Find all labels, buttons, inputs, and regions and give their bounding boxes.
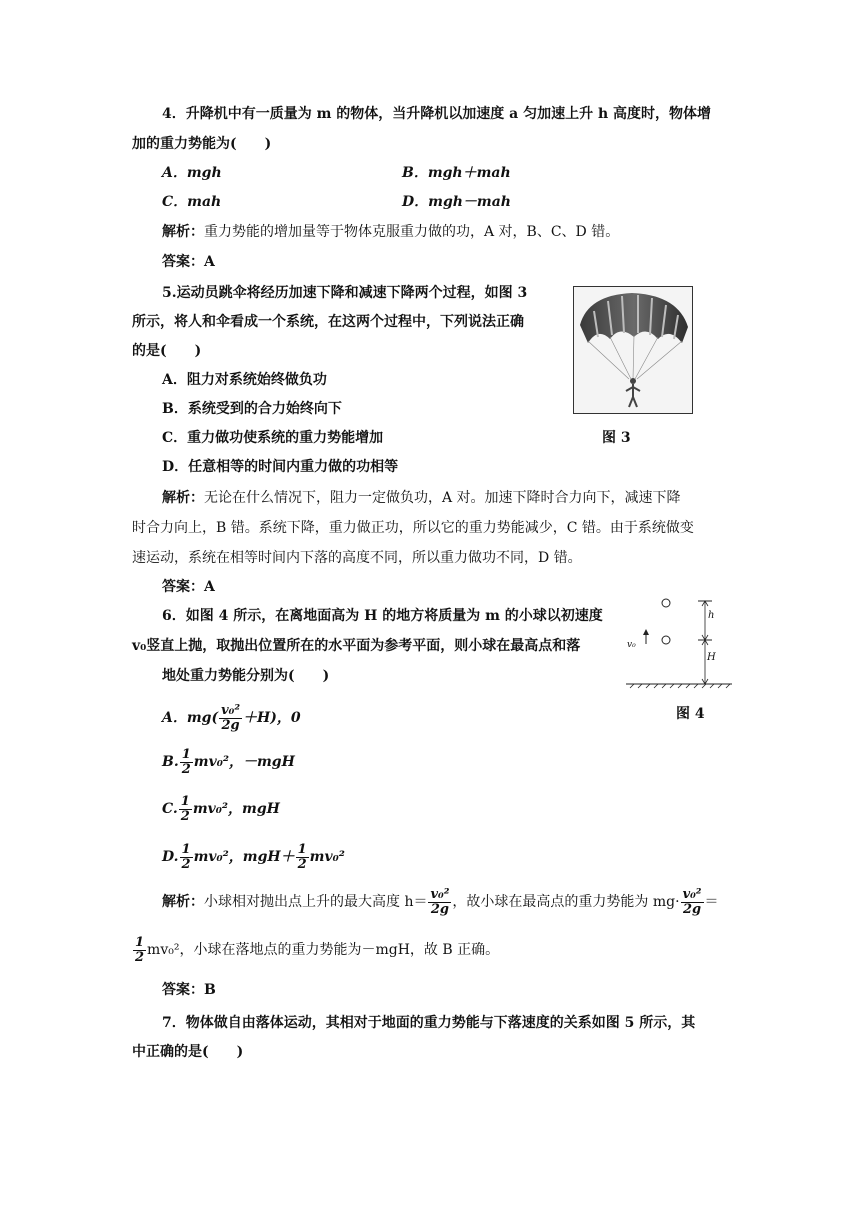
q6-analysis-text-c: ＝	[704, 894, 719, 910]
fraction-one-half	[180, 748, 193, 777]
fraction-v0sq-over-2g	[681, 888, 704, 917]
q4-stem-line2: 加的重力势能为( )	[132, 136, 272, 152]
fraction-numerator: 1	[181, 841, 191, 857]
q6-option-b-prefix: B.	[162, 754, 179, 770]
q4-stem-line1: 4．升降机中有一质量为 m 的物体，当升降机以加速度 a 匀加速上升 h 高度时，物体增	[162, 106, 712, 122]
fig4-label-v0: v₀	[627, 640, 636, 650]
fig4-caption: 图 4	[676, 706, 705, 722]
fraction-denominator: 2g	[221, 717, 240, 733]
q6-option-c	[162, 791, 280, 827]
fraction-numerator: v₀²	[682, 886, 702, 902]
q5-option-a: A．阻力对系统始终做负功	[162, 372, 327, 388]
fraction-one-half	[180, 843, 193, 872]
fraction-denominator: 2	[180, 808, 190, 824]
q6-option-d-text-1: mv₀²，mgH＋	[193, 849, 295, 865]
fraction-numerator: 1	[181, 746, 191, 762]
q6-analysis-line1	[162, 884, 719, 920]
fraction-v0sq-over-2g	[428, 888, 451, 917]
fraction-one-half	[296, 843, 309, 872]
q7-stem-line2: 中正确的是( )	[132, 1044, 244, 1060]
fraction-one-half	[133, 936, 146, 965]
fraction-numerator: 1	[180, 793, 190, 809]
fig4-label-H: H	[707, 652, 716, 663]
q4-option-b: B．mgh＋mah	[402, 165, 511, 181]
q6-option-b	[162, 744, 295, 780]
fraction-denominator: 2g	[430, 901, 450, 917]
fraction-numerator: v₀²	[221, 702, 241, 718]
q4-option-a: A．mgh	[162, 165, 222, 181]
fraction-numerator: 1	[135, 934, 145, 950]
analysis-label: 解析：	[162, 490, 204, 506]
fig4-label-h: h	[708, 610, 715, 621]
analysis-label: 解析：	[162, 224, 204, 240]
q5-option-d: D．任意相等的时间内重力做的功相等	[162, 459, 399, 475]
q6-option-a	[162, 700, 301, 736]
q5-analysis-text-1: 无论在什么情况下，阻力一定做负功，A 对。加速下降时合力向下，减速下降	[204, 490, 681, 506]
ball-launch-icon	[662, 636, 670, 644]
fraction-denominator: 2	[297, 856, 307, 872]
q6-option-b-text: mv₀²，－mgH	[193, 754, 295, 770]
q6-option-a-suffix: ＋H)，0	[243, 710, 301, 726]
fraction-v0sq-over-2g	[219, 704, 242, 733]
q7-stem-line1: 7．物体做自由落体运动，其相对于地面的重力势能与下落速度的关系如图 5 所示，其	[162, 1015, 696, 1031]
q6-option-a-prefix: A．mg(	[162, 710, 219, 726]
q6-option-c-text: mv₀²，mgH	[192, 801, 280, 817]
q6-analysis-text-d: mv₀²，小球在落地点的重力势能为－mgH，故 B 正确。	[147, 942, 500, 958]
q6-option-d-text-2: mv₀²	[309, 849, 345, 865]
q5-option-c: C．重力做功使系统的重力势能增加	[162, 430, 384, 446]
q4-option-d: D．mgh－mah	[402, 194, 511, 210]
q6-option-c-prefix: C.	[162, 801, 178, 817]
fraction-denominator: 2g	[682, 901, 702, 917]
q5-analysis-line2: 时合力向上，B 错。系统下降，重力做正功，所以它的重力势能减少，C 错。由于系统做变	[132, 520, 694, 536]
q4-analysis	[162, 222, 619, 242]
q6-option-d	[162, 839, 345, 875]
fraction-denominator: 2	[181, 761, 191, 777]
q4-analysis-text: 重力势能的增加量等于物体克服重力做的功，A 对，B、C、D 错。	[204, 224, 620, 240]
q6-stem-line2: v₀竖直上抛，取抛出位置所在的水平面为参考平面，则小球在最高点和落	[132, 638, 581, 654]
fraction-numerator: v₀²	[430, 886, 450, 902]
parachute-image	[574, 287, 692, 413]
ball-top-icon	[662, 599, 670, 607]
q5-stem-line3: 的是( )	[132, 343, 202, 359]
fraction-numerator: 1	[297, 841, 307, 857]
q5-option-b: B．系统受到的合力始终向下	[162, 401, 342, 417]
analysis-label: 解析：	[162, 894, 204, 910]
q5-stem-line2: 所示，将人和伞看成一个系统，在这两个过程中，下列说法正确	[132, 314, 524, 330]
q6-analysis-text-b: ，故小球在最高点的重力势能为 mg·	[452, 894, 680, 910]
fraction-one-half	[179, 795, 192, 824]
fig3-caption: 图 3	[602, 430, 631, 446]
q6-stem-line1: 6．如图 4 所示，在离地面高为 H 的地方将质量为 m 的小球以初速度	[162, 608, 603, 624]
q5-analysis-line1	[162, 488, 681, 508]
q5-answer: 答案：A	[162, 579, 215, 595]
q6-analysis-text-a: 小球相对抛出点上升的最大高度 h＝	[204, 894, 428, 910]
q6-stem-line3: 地处重力势能分别为( )	[162, 668, 330, 684]
q4-option-c: C．mah	[162, 194, 222, 210]
parachute-figure	[573, 286, 693, 414]
q5-analysis-line3: 速运动，系统在相等时间内下落的高度不同，所以重力做功不同，D 错。	[132, 550, 582, 566]
q5-stem-line1: 5.运动员跳伞将经历加速下降和减速下降两个过程，如图 3	[162, 285, 528, 301]
q4-answer: 答案：A	[162, 254, 215, 270]
fraction-denominator: 2	[181, 856, 191, 872]
fraction-denominator: 2	[135, 949, 145, 965]
q6-option-d-prefix: D.	[162, 849, 179, 865]
ball-throw-figure	[624, 596, 736, 692]
q6-analysis-line2	[132, 932, 499, 968]
q6-answer: 答案：B	[162, 982, 216, 998]
